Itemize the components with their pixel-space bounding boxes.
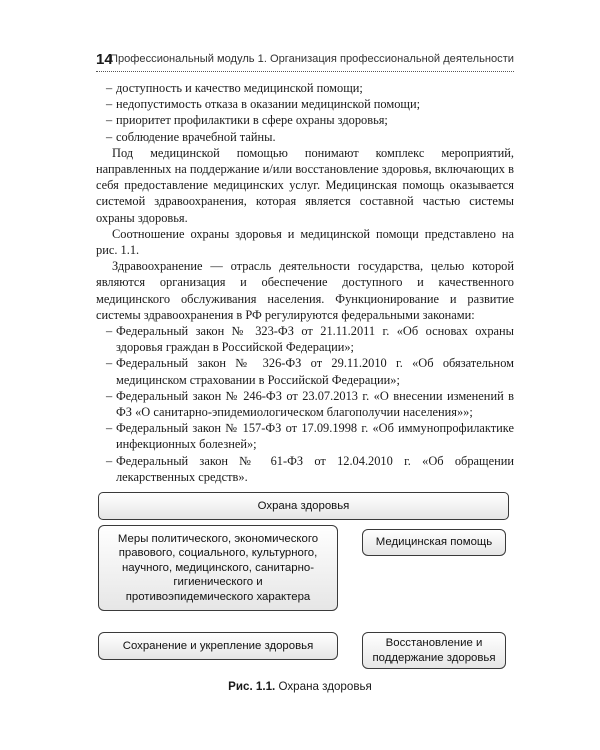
figure-title: Охрана здоровья — [278, 680, 372, 693]
diagram-box-measures: Меры политического, экономического правового, социального, культурного, научного, медицинского, санитарно-гигиенического и противоэпидемического характера — [98, 525, 338, 611]
list-item: – недопустимость отказа в оказании медицинской помощи; — [96, 96, 514, 112]
list-item: – Федеральный закон № 157-ФЗ от 17.09.1998 г. «Об иммунопрофилактике инфекционных болезней»; — [96, 420, 514, 452]
diagram-box-restoration: Восстановление и поддержание здоровья — [362, 632, 506, 669]
page-number: 14 — [96, 51, 113, 68]
figure-label: Рис. 1.1. — [228, 680, 276, 693]
diagram-box-medical-care: Медицинская помощь — [362, 529, 506, 556]
list-item: – Федеральный закон № 61-ФЗ от 12.04.2010 г. «Об обращении лекарственных средств». — [96, 453, 514, 485]
running-title: Профессиональный модуль 1. Организация профессиональной деятельности — [109, 53, 514, 65]
list-item: – Федеральный закон № 246-ФЗ от 23.07.2013 г. «О внесении изменений в ФЗ «О санитарно-эпидемиологическом благополучии населения»»; — [96, 388, 514, 420]
paragraph-figure-reference: Соотношение охраны здоровья и медицинской помощи представлено на рис. 1.1. — [96, 226, 514, 258]
list-item: – Федеральный закон № 326-ФЗ от 29.11.2010 г. «Об обязательном медицинском страховании в Российской Федерации»; — [96, 355, 514, 387]
principles-list — [96, 80, 514, 145]
list-item: – Федеральный закон № 323-ФЗ от 21.11.2011 г. «Об основах охраны здоровья граждан в Российской Федерации»; — [96, 323, 514, 355]
diagram-box-preservation: Сохранение и укрепление здоровья — [98, 632, 338, 660]
figure-caption — [0, 680, 600, 693]
diagram-box-health-protection: Охрана здоровья — [98, 492, 509, 520]
paragraph-healthcare-definition: Здравоохранение — отрасль деятельности государства, целью которой являются организация и обеспечение доступного и качественного медицинского обслуживания населения. Функционирование и развитие системы здравоохранения в РФ регулируются федеральными законами: — [96, 259, 514, 322]
list-item: – соблюдение врачебной тайны. — [96, 129, 514, 145]
list-item: – приоритет профилактики в сфере охраны здоровья; — [96, 112, 514, 128]
running-header — [96, 49, 514, 72]
paragraph-medical-care-definition: Под медицинской помощью понимают комплекс мероприятий, направленных на поддержание и/или восстановление здоровья, включающих в себя предоставление медицинских услуг. Медицинская помощь оказывается системой здравоохранения, которая является составной частью системы охраны здоровья. — [96, 145, 514, 225]
list-item: – доступность и качество медицинской помощи; — [96, 80, 514, 96]
federal-laws-list — [96, 323, 514, 485]
body-text — [96, 80, 514, 485]
